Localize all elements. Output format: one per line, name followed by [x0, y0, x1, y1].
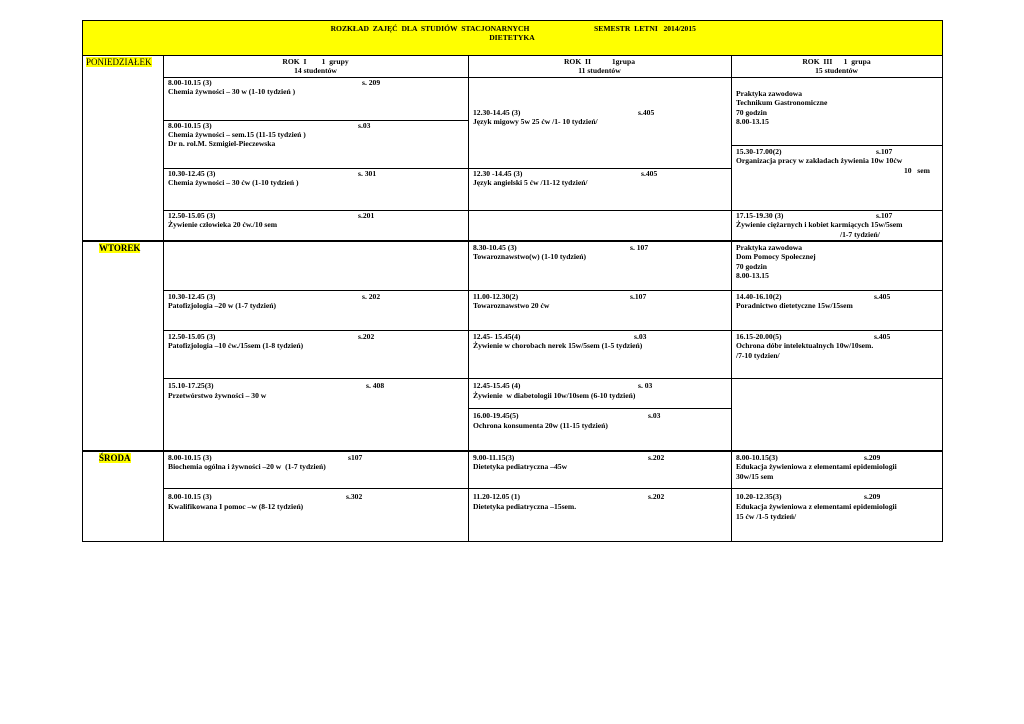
class-subject: Dietetyka pediatryczna –45w — [473, 462, 568, 471]
class-room: s.03 — [358, 121, 371, 130]
class-room: s.405 — [638, 108, 655, 117]
class-subject: Ochrona dóbr intelektualnych 10w/10sem. — [736, 341, 874, 350]
class-time: 16.15-20.00(5) — [736, 332, 782, 341]
class-time: 10.20-12.35(3) — [736, 492, 782, 501]
class-subject: Żywienie człowieka 20 ćw./10 sem — [168, 220, 278, 229]
class-time: 8.00-10.15 (3) — [168, 121, 212, 130]
practice-line: 70 godzin — [736, 108, 768, 117]
class-room: s. 03 — [638, 381, 653, 390]
practice-line: 70 godzin — [736, 262, 768, 271]
class-time: 10.30-12.45 (3) — [168, 292, 216, 301]
practice-line: Praktyka zawodowa — [736, 89, 803, 98]
class-subject: Organizacja pracy w zakładach żywienia 10w 10ćw — [736, 156, 903, 165]
year-3-label: ROK III 1 grupa — [802, 57, 871, 66]
class-room: s.202 — [358, 332, 375, 341]
class-room: s.209 — [864, 453, 881, 462]
class-time: 10.30-12.45 (3) — [168, 169, 216, 178]
class-room: s.405 — [641, 169, 658, 178]
practice-line: 8.00-13.15 — [736, 117, 769, 126]
class-room: s.03 — [648, 411, 661, 420]
practice-line: Dom Pomocy Społecznej — [736, 252, 816, 261]
day-tuesday: WTOREK — [99, 243, 141, 253]
class-subject: Edukacja żywieniowa z elementami epidemiologii — [736, 502, 897, 511]
class-subject: Żywienie w diabetologii 10w/10sem (6-10 tydzień) — [473, 391, 636, 400]
class-subject: Kwalifikowana I pomoc –w (8-12 tydzień) — [168, 502, 304, 511]
class-subject: Patofizjologia –10 ćw./15sem (1-8 tydzień) — [168, 341, 304, 350]
class-time: 15.10-17.25(3) — [168, 381, 214, 390]
class-room: s.201 — [358, 211, 375, 220]
year-3-students: 15 studentów — [815, 66, 858, 75]
class-subject: Chemia żywności – 30 ćw (1-10 tydzień ) — [168, 178, 299, 187]
day-monday: PONIEDZIAŁEK — [86, 57, 152, 67]
class-subject: Żywienie w chorobach nerek 15w/5sem (1-5 tydzień) — [473, 341, 643, 350]
class-time: 8.00-10.15 (3) — [168, 453, 212, 462]
class-subject: Poradnictwo dietetyczne 15w/15sem — [736, 301, 853, 310]
year-1-students: 14 studentów — [294, 66, 337, 75]
class-time: 8.00-10.15 (3) — [168, 78, 212, 87]
class-subject: Dietetyka pediatryczna –15sem. — [473, 502, 577, 511]
class-room: s. 202 — [362, 292, 381, 301]
class-subject: Towaroznawstwo 20 ćw — [473, 301, 550, 310]
header-semester: SEMESTR LETNI 2014/2015 — [594, 24, 696, 33]
class-subject: Edukacja żywieniowa z elementami epidemiologii — [736, 462, 897, 471]
class-time: 16.00-19.45(5) — [473, 411, 519, 420]
class-note: 15 ćw /1-5 tydzień/ — [736, 512, 797, 521]
class-note: 10 sem — [904, 166, 930, 175]
class-room: s107 — [348, 453, 363, 462]
class-time: 11.20-12.05 (1) — [473, 492, 521, 501]
class-room: s.107 — [876, 147, 893, 156]
class-time: 11.00-12.30(2) — [473, 292, 519, 301]
class-room: s.202 — [648, 453, 665, 462]
class-subject: Chemia żywności – sem.15 (11-15 tydzień ) — [168, 130, 306, 139]
class-time: 12.45-15.45 (4) — [473, 381, 521, 390]
class-time: 17.15-19.30 (3) — [736, 211, 784, 220]
class-time: 12.45- 15.45(4) — [473, 332, 521, 341]
class-room: s.405 — [874, 332, 891, 341]
class-room: s. 107 — [630, 243, 649, 252]
class-subject: Patofizjologia –20 w (1-7 tydzień) — [168, 301, 276, 310]
class-note: 30w/15 sem — [736, 472, 774, 481]
class-subject: Chemia żywności – 30 w (1-10 tydzień ) — [168, 87, 296, 96]
class-subject: Język migowy 5w 25 ćw /1- 10 tydzień/ — [473, 117, 598, 126]
class-room: s. 301 — [358, 169, 377, 178]
class-time: 9.00-11.15(3) — [473, 453, 515, 462]
class-subject: Przetwórstwo żywności – 30 w — [168, 391, 267, 400]
day-wednesday: ŚRODA — [99, 453, 131, 463]
class-time: 12.30 -14.45 (3) — [473, 169, 523, 178]
class-time: 12.50-15.05 (3) — [168, 211, 216, 220]
class-subject: Ochrona konsumenta 20w (11-15 tydzień) — [473, 421, 608, 430]
class-room: s.202 — [648, 492, 665, 501]
class-room: s. 408 — [366, 381, 385, 390]
class-teacher: Dr n. rol.M. Szmigiel-Pieczewska — [168, 139, 276, 148]
class-subject: Żywienie ciężarnych i kobiet karmiących 15w/5sem — [736, 220, 903, 229]
class-room: s. 209 — [362, 78, 381, 87]
class-room: s.405 — [874, 292, 891, 301]
class-time: 8.00-10.15 (3) — [168, 492, 212, 501]
class-subject: Język angielski 5 ćw /11-12 tydzień/ — [473, 178, 588, 187]
year-2-label: ROK II 1grupa — [563, 57, 636, 66]
class-room: s.209 — [864, 492, 881, 501]
practice-line: Technikum Gastronomiczne — [736, 98, 828, 107]
practice-line: Praktyka zawodowa — [736, 243, 803, 252]
class-time: 12.50-15.05 (3) — [168, 332, 216, 341]
year-2-students: 11 studentów — [578, 66, 621, 75]
header-title-left: ROZKŁAD ZAJĘĆ DLA STUDIÓW STACJONARNYCH — [330, 24, 530, 33]
year-1-label: ROK I 1 grupy — [282, 57, 349, 66]
class-time: 14.40-16.10(2) — [736, 292, 782, 301]
class-room: s.107 — [876, 211, 893, 220]
class-room: s.107 — [630, 292, 647, 301]
class-time: 8.30-10.45 (3) — [473, 243, 517, 252]
class-room: s.03 — [634, 332, 647, 341]
class-room: s.302 — [346, 492, 363, 501]
class-subject: Biochemia ogólna i żywności –20 w (1-7 tydzień) — [168, 462, 326, 471]
class-time: 15.30-17.00(2) — [736, 147, 782, 156]
class-time: 8.00-10.15(3) — [736, 453, 778, 462]
class-time: 12.30-14.45 (3) — [473, 108, 521, 117]
class-note: /7-10 tydzien/ — [736, 351, 780, 360]
header-subtitle: DIETETYKA — [489, 33, 535, 42]
practice-line: 8.00-13.15 — [736, 271, 769, 280]
class-note: /1-7 tydzień/ — [840, 230, 880, 239]
class-subject: Towaroznawstwo(w) (1-10 tydzień) — [473, 252, 587, 261]
